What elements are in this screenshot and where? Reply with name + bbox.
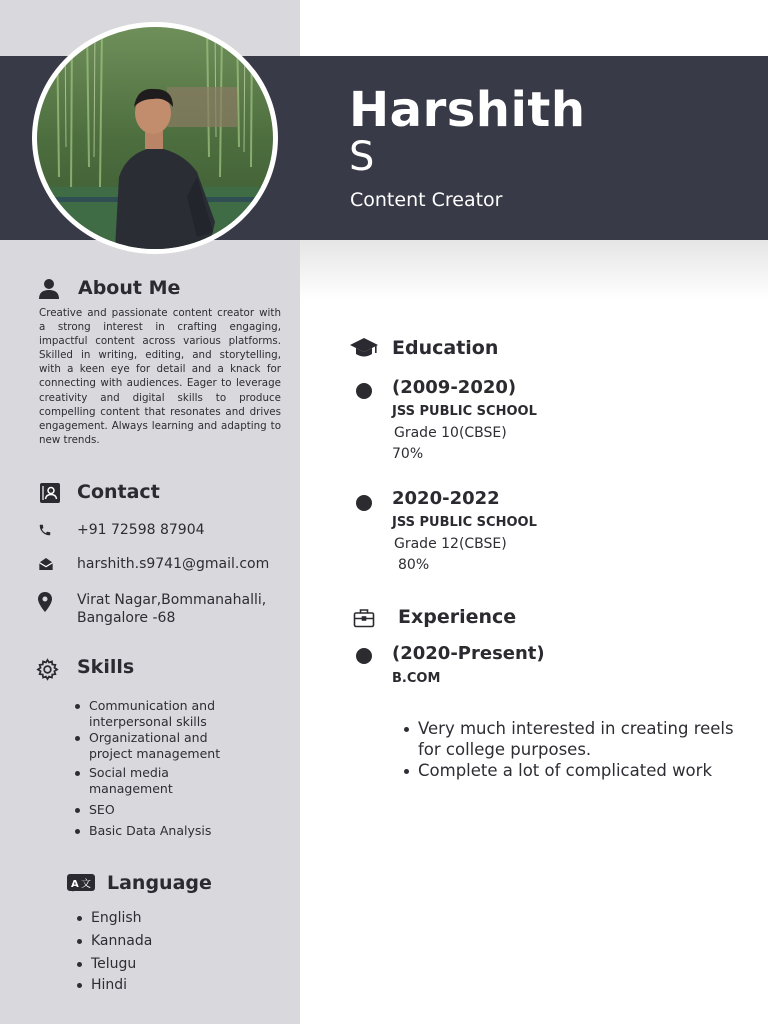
address-line-2: Bangalore -68	[77, 610, 176, 626]
exp-degree: B.COM	[392, 671, 441, 686]
profile-photo	[32, 22, 278, 254]
skill-item-line: management	[89, 781, 173, 796]
edu-score: 80%	[398, 557, 430, 573]
experience-item: Complete a lot of complicated work	[404, 760, 734, 781]
contact-book-icon	[39, 482, 61, 504]
language-item: Kannada	[77, 932, 152, 950]
exp-year: (2020-Present)	[392, 643, 545, 664]
skills-title: Skills	[77, 656, 135, 678]
skill-item	[75, 765, 245, 797]
skill-item-line: Communication and	[89, 698, 216, 713]
skill-item-line: project management	[89, 746, 221, 761]
timeline-dot	[356, 495, 372, 511]
edu-school: JSS PUBLIC SCHOOL	[392, 515, 537, 530]
skills-list	[75, 698, 245, 839]
graduation-cap-icon	[350, 337, 378, 359]
mail-icon	[38, 557, 54, 571]
contact-title: Contact	[77, 481, 160, 503]
contact-phone[interactable]: +91 72598 87904	[77, 522, 205, 538]
language-title: Language	[107, 872, 212, 894]
edu-year: 2020-2022	[392, 488, 500, 509]
skill-item-line: Social media	[89, 765, 169, 780]
skill-item	[75, 730, 245, 762]
phone-icon	[38, 523, 52, 537]
timeline-dot	[356, 383, 372, 399]
skill-item	[75, 698, 245, 730]
experience-item: Very much interested in creating reels for college purposes.	[404, 718, 734, 760]
timeline-dot	[356, 648, 372, 664]
edu-score: 70%	[392, 446, 424, 462]
experience-list	[404, 718, 734, 781]
briefcase-icon	[353, 608, 375, 628]
gear-icon	[36, 658, 59, 681]
profile-photo-image	[37, 27, 273, 249]
language-item: Hindi	[77, 976, 152, 994]
education-title: Education	[392, 337, 499, 359]
location-pin-icon	[38, 592, 52, 612]
header-shadow	[300, 240, 768, 300]
about-text: Creative and passionate content creator with a strong interest in crafting engaging, impactful content across various platforms. Skilled in writing, editing, and storytelling, with a keen eye for detail and a knack for connecting with audiences. Eager to leverage creativity and digital skills to produce compelling content that resonates and drives engagement. Always learning and adapting to new trends.	[39, 307, 281, 446]
skill-item-line: SEO	[89, 802, 115, 817]
skill-item-line: interpersonal skills	[89, 714, 207, 729]
experience-title: Experience	[398, 606, 517, 628]
address-line-1: Virat Nagar,Bommanahalli,	[77, 592, 267, 608]
contact-address	[77, 591, 266, 627]
skill-item-line: Organizational and	[89, 730, 208, 745]
person-icon	[38, 278, 60, 300]
translate-icon	[67, 874, 95, 894]
svg-text:文: 文	[81, 879, 91, 890]
language-item: Telugu	[77, 955, 152, 973]
contact-email[interactable]: harshith.s9741@gmail.com	[77, 556, 270, 572]
edu-school: JSS PUBLIC SCHOOL	[392, 404, 537, 419]
job-title: Content Creator	[350, 189, 503, 211]
name-first: Harshith	[349, 82, 586, 138]
edu-year: (2009-2020)	[392, 377, 517, 398]
about-title: About Me	[78, 277, 181, 299]
skill-item	[75, 802, 245, 818]
skill-item	[75, 823, 245, 839]
edu-grade: Grade 12(CBSE)	[394, 536, 507, 552]
name-last: S	[349, 134, 375, 180]
skill-item-line: Basic Data Analysis	[89, 823, 212, 838]
photo-illustration	[37, 27, 273, 249]
language-item: English	[77, 909, 152, 927]
language-list	[77, 909, 152, 994]
edu-grade: Grade 10(CBSE)	[394, 425, 507, 441]
svg-text:A: A	[71, 879, 79, 890]
